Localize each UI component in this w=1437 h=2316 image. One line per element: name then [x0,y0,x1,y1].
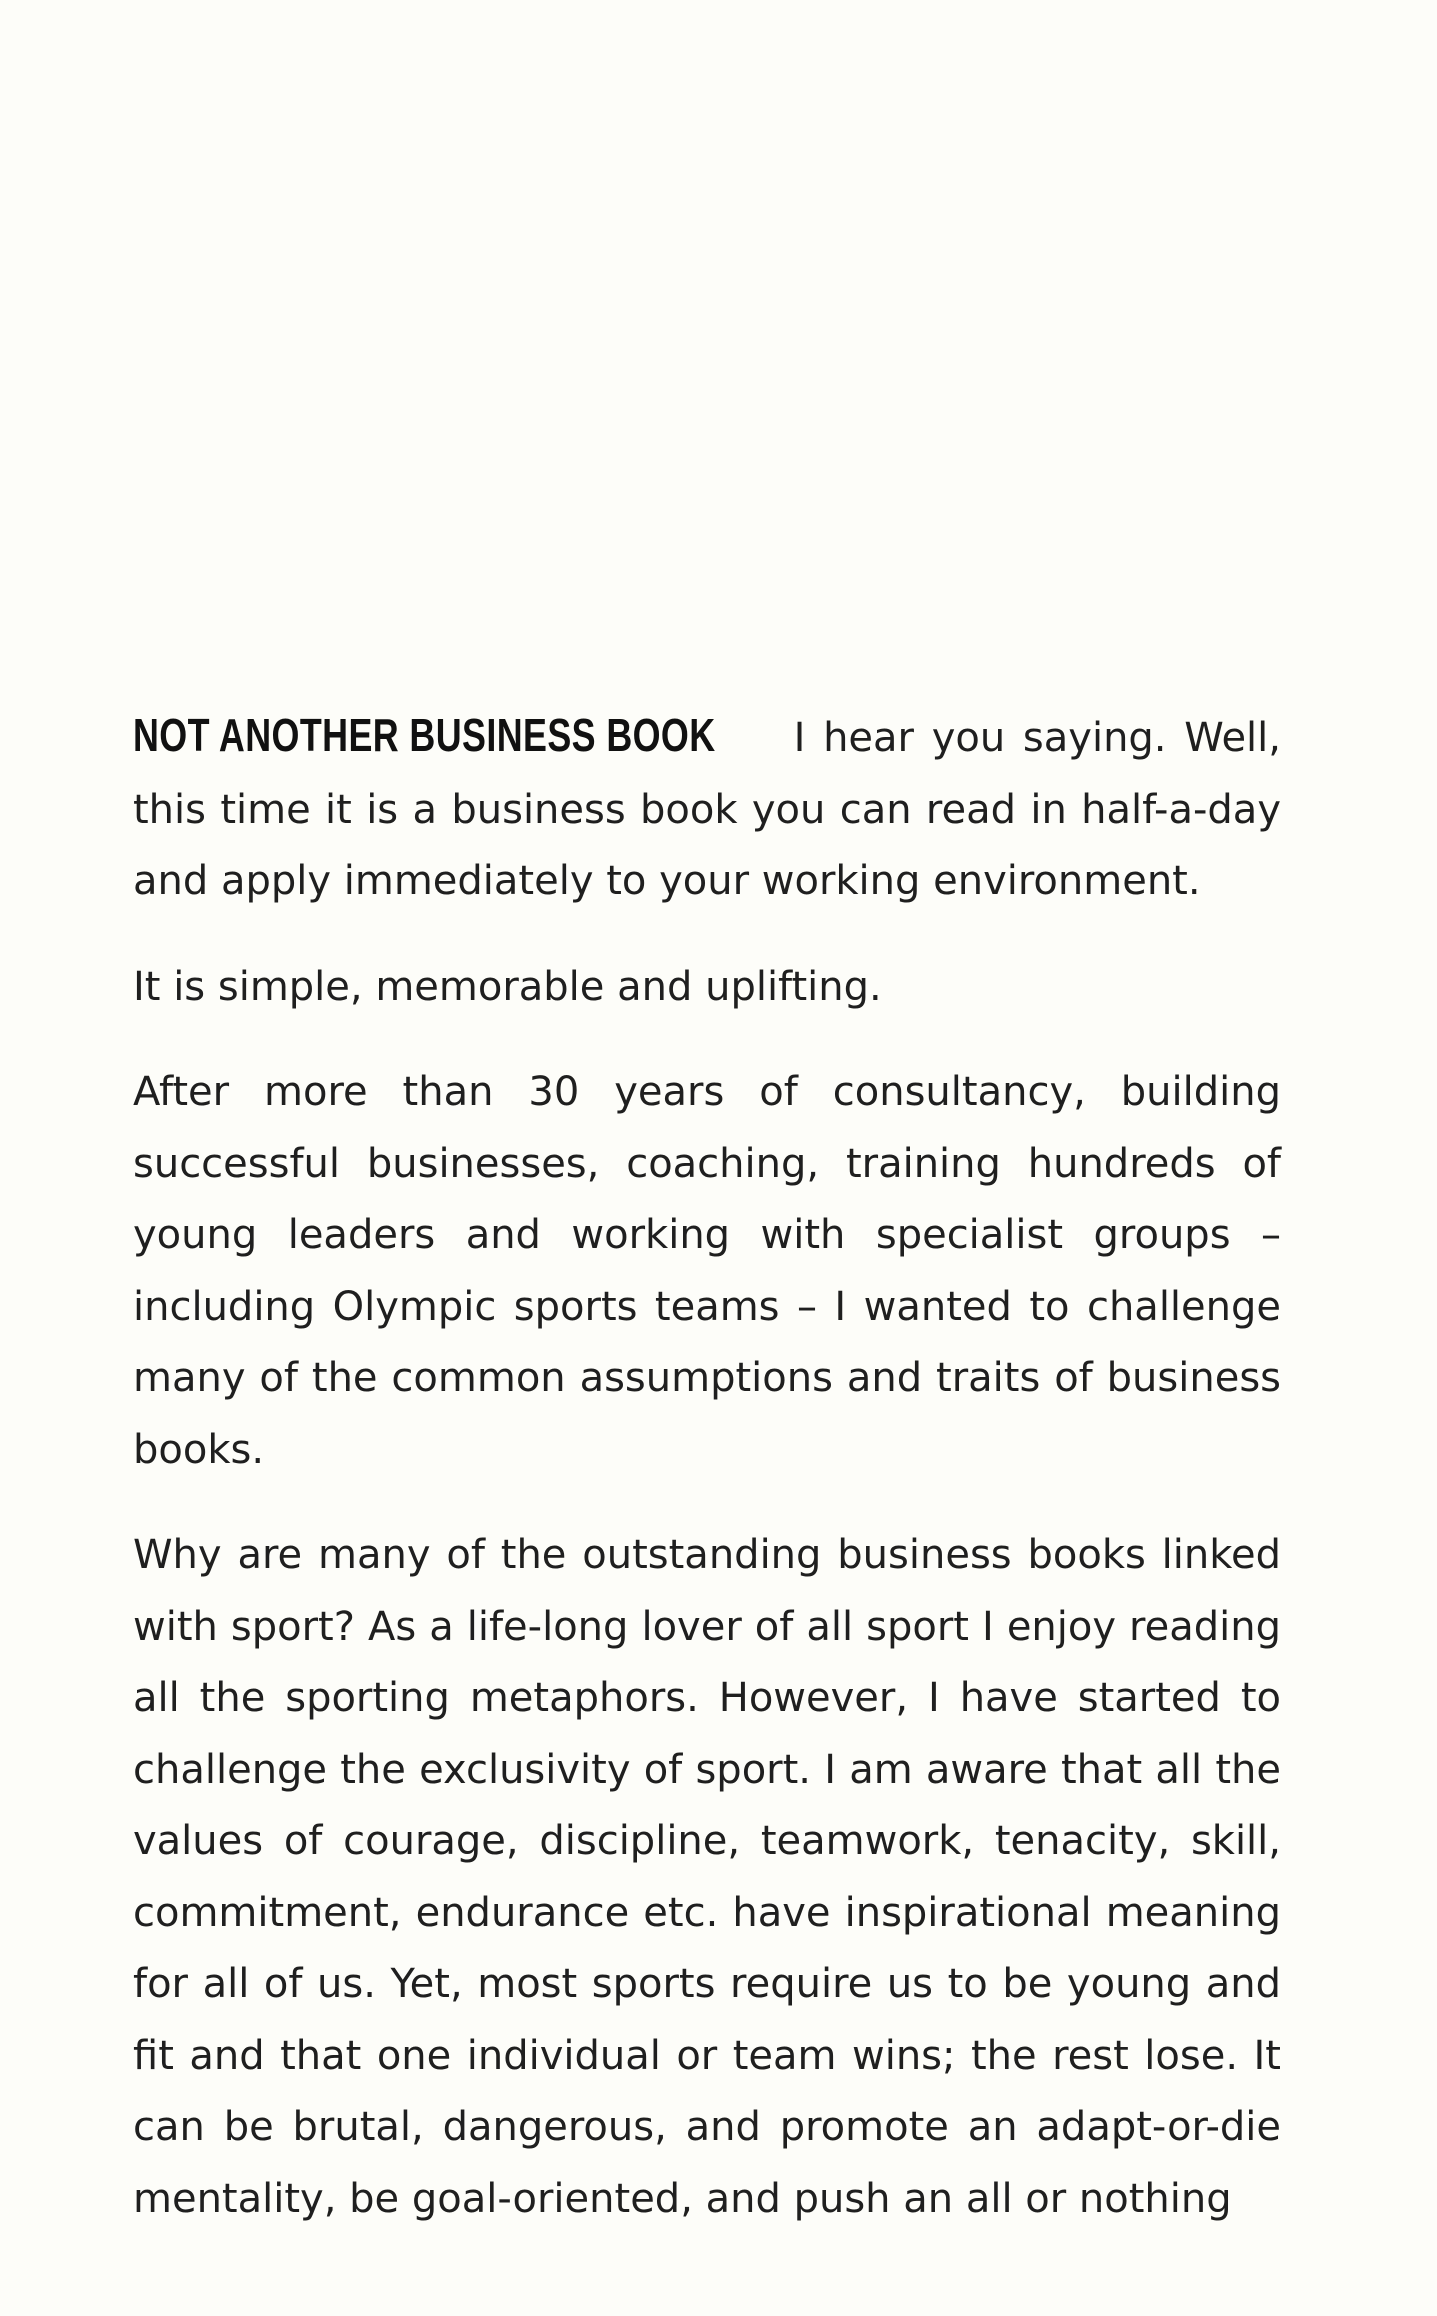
body-text [133,700,1281,2269]
paragraph-simple: It is simple, memorable and uplifting. [133,963,882,1010]
paragraph-intro-text: I hear you saying. Well, this time it is a business book you can read in half-a-day and apply immediately to your working environment. [133,715,1281,904]
paragraph-intro [133,700,1281,918]
paragraph-consultancy: After more than 30 years of consultancy, building successful businesses, coaching, training hundreds of young leaders and working with specialist groups – including Olympic sports teams – I wanted to challenge many of the common assumptions and traits of business books. [133,1069,1281,1473]
paragraph-sport: Why are many of the outstanding business books linked with sport? As a life-long lover of all sport I enjoy reading all the sporting metaphors. However, I have started to challenge the exclusivity of sport. I am aware that all the values of courage, discipline, teamwork, tenacity, skill, commitment, endurance etc. have inspirational meaning for all of us. Yet, most sports require us to be young and fit and that one individual or team wins; the rest lose. It can be brutal, dangerous, and promote an adapt-or-die mentality, be goal-oriented, and push an all or nothing [133,1532,1281,2222]
lead-in-heading: NOT ANOTHER BUSINESS BOOK [133,709,716,761]
